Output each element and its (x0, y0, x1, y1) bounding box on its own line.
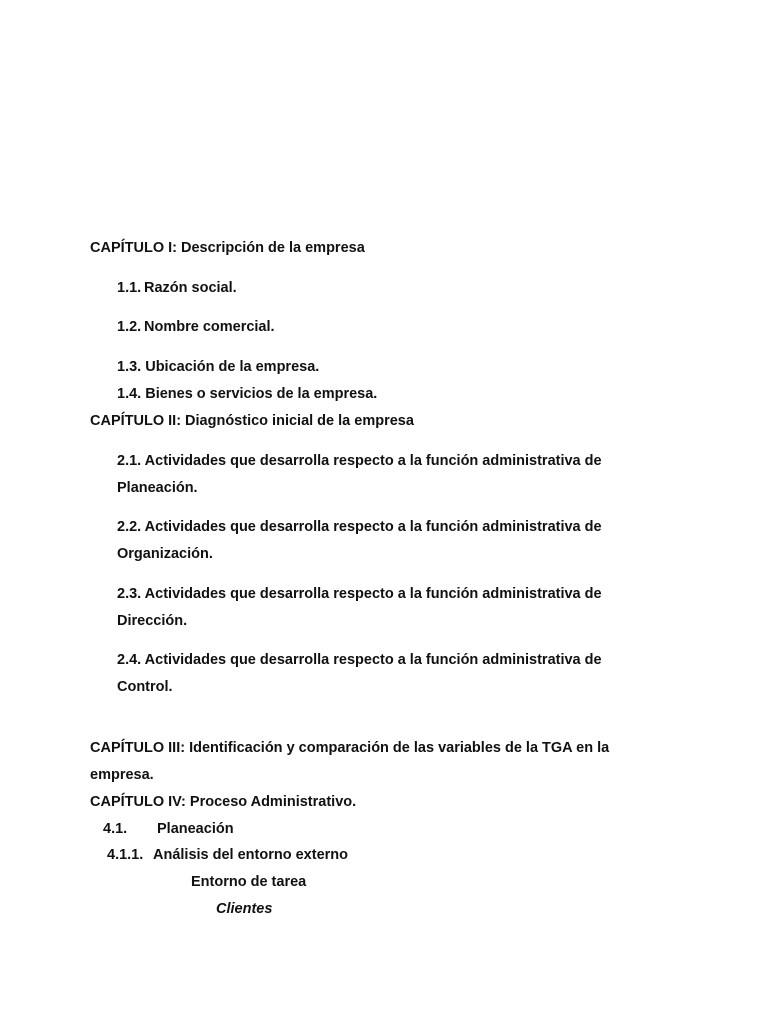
toc-item-2-3-line1: 2.3. Actividades que desarrolla respecto a la función administrativa de (117, 586, 602, 602)
toc-item-2-4-line1: 2.4. Actividades que desarrolla respecto a la función administrativa de (117, 652, 602, 668)
toc-item-1-1 (117, 279, 237, 297)
toc-item-number: 1.2. (117, 319, 142, 335)
subheading-entorno-de-tarea: Entorno de tarea (191, 874, 307, 890)
toc-item-label: Ubicación de la empresa. (145, 359, 320, 375)
toc-item-label: Análisis del entorno externo (153, 847, 348, 863)
toc-item-2-2-line2: Organización. (117, 546, 213, 562)
toc-item-number: 4.1.1. (107, 847, 144, 863)
toc-item-1-4 (117, 385, 377, 403)
toc-item-label: Nombre comercial. (144, 319, 275, 335)
toc-item-4-1-1 (107, 846, 348, 864)
chapter-1-heading: CAPÍTULO I: Descripción de la empresa (90, 240, 365, 256)
toc-item-label: Bienes o servicios de la empresa. (145, 386, 378, 402)
toc-item-number: 1.3. (117, 359, 142, 375)
toc-item-number: 1.1. (117, 280, 142, 296)
chapter-3-heading-line1: CAPÍTULO III: Identificación y comparación de las variables de la TGA en la (90, 740, 610, 756)
toc-item-1-2 (117, 318, 275, 336)
toc-item-label: Planeación (157, 821, 234, 837)
chapter-2-heading: CAPÍTULO II: Diagnóstico inicial de la empresa (90, 413, 414, 429)
toc-item-2-1-line2: Planeación. (117, 480, 198, 496)
toc-item-2-2-line1: 2.2. Actividades que desarrolla respecto a la función administrativa de (117, 519, 602, 535)
toc-item-1-3 (117, 358, 319, 376)
chapter-4-heading: CAPÍTULO IV: Proceso Administrativo. (90, 794, 357, 810)
toc-item-number: 4.1. (103, 821, 128, 837)
toc-item-2-4-line2: Control. (117, 679, 173, 695)
toc-item-2-1-line1: 2.1. Actividades que desarrolla respecto a la función administrativa de (117, 453, 602, 469)
chapter-3-heading-line2: empresa. (90, 767, 154, 783)
toc-item-label: Razón social. (144, 280, 237, 296)
toc-item-4-1 (103, 820, 234, 838)
toc-item-2-3-line2: Dirección. (117, 613, 188, 629)
toc-item-number: 1.4. (117, 386, 142, 402)
subsubheading-clientes: Clientes (216, 901, 273, 917)
